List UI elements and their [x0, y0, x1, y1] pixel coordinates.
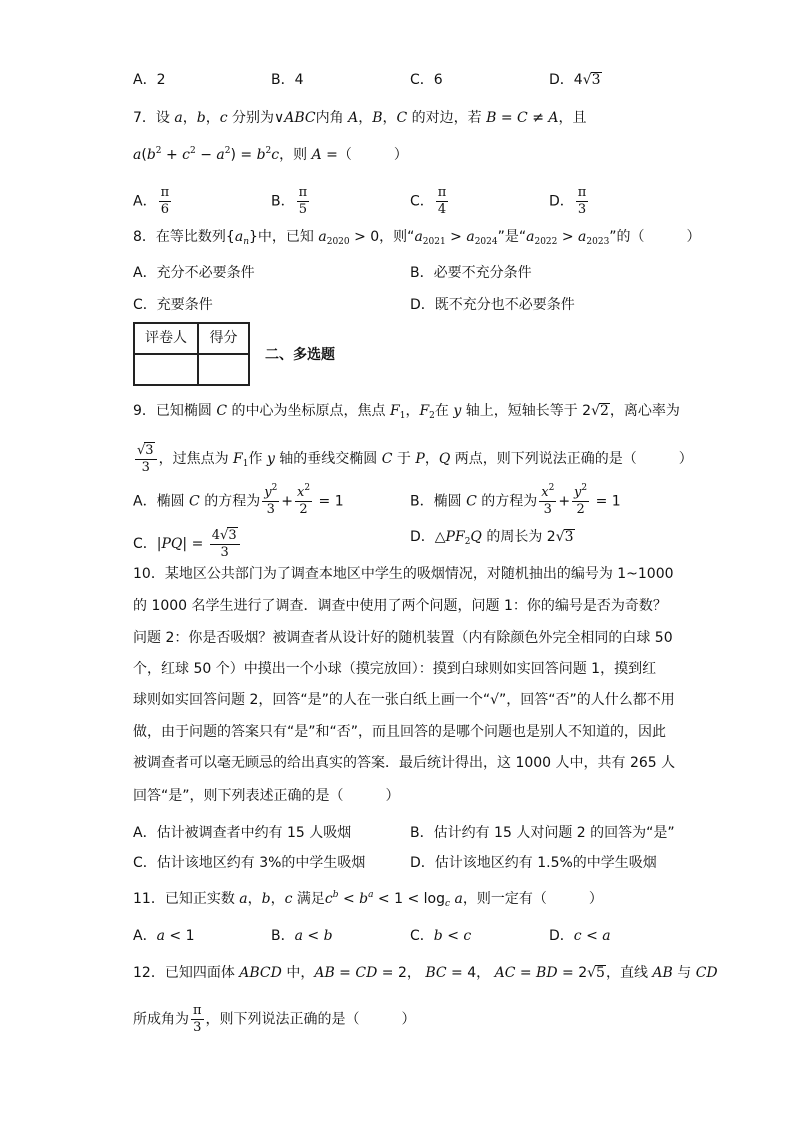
q8-option-a: A．充分不必要条件	[133, 265, 255, 281]
text-run: 12．已知四面体	[133, 965, 240, 981]
fraction-numerator	[295, 485, 312, 502]
superscript: 2	[271, 483, 278, 493]
math-variable: b	[196, 110, 206, 126]
q7-option-c	[410, 185, 450, 218]
text-run: ，则下列说法正确的是（ ）	[205, 1011, 416, 1028]
superscript-variable: b	[332, 890, 339, 900]
math-variable: A	[548, 110, 559, 126]
superscript: 2	[548, 483, 555, 493]
text-run: +	[558, 493, 571, 510]
text-run: π	[160, 185, 170, 200]
radicand: 3	[591, 72, 601, 88]
text-run: C．	[133, 536, 157, 552]
score-table-grader-label: 评卷人	[134, 323, 198, 354]
text-run: 两点，则下列说法正确的是（ ）	[450, 451, 693, 467]
superscript: 2	[190, 146, 196, 156]
text-run: ，直线	[605, 965, 653, 981]
fraction-denominator	[159, 202, 172, 218]
math-variable: a	[466, 229, 475, 245]
text-run: 满足	[292, 891, 325, 907]
subscript: 1	[242, 459, 249, 469]
math-variable: Q	[470, 529, 482, 545]
math-variable: P	[415, 451, 425, 467]
subscript: 2022	[534, 237, 558, 247]
math-variable: a	[133, 147, 142, 163]
text-run: <	[338, 891, 360, 907]
text-run: < 1	[164, 928, 195, 944]
text-run: ，	[270, 891, 285, 907]
q11-option-a	[133, 926, 194, 946]
text-run: 于	[392, 451, 416, 467]
math-variable: c	[182, 147, 191, 163]
radical-sign-icon: √	[582, 72, 592, 88]
math-variable: b	[146, 147, 156, 163]
text-run: =（ ）	[321, 147, 408, 163]
text-run: 所成角为	[133, 1011, 189, 1028]
text-run: ”是“	[497, 229, 527, 245]
text-run: =	[496, 110, 518, 126]
text-run: =	[334, 965, 356, 981]
text-run: 3	[193, 1020, 202, 1035]
text-run: <	[302, 928, 324, 944]
subscript: 2	[464, 537, 471, 547]
q6-option-c	[410, 70, 443, 90]
text-run: ”的（ ）	[609, 229, 701, 245]
text-run: +	[161, 147, 183, 163]
math-variable: AB	[652, 965, 673, 981]
text-run: ，离心率为	[609, 403, 680, 419]
math-variable: b	[256, 147, 266, 163]
math-variable: b	[359, 891, 369, 907]
fraction-denominator	[191, 1020, 204, 1036]
q7-option-b	[271, 185, 311, 218]
radicand: 3	[145, 443, 154, 458]
text-run: π	[193, 1003, 202, 1018]
fraction-denominator	[210, 545, 240, 561]
text-run: 4	[211, 528, 221, 543]
text-run: D．	[549, 193, 574, 210]
text-run: {	[225, 229, 235, 245]
text-run: = 2	[557, 965, 588, 981]
text-run: = 1	[314, 493, 344, 510]
fraction	[436, 185, 449, 218]
text-run: A．椭圆	[133, 493, 190, 510]
q8-stem-line-1	[133, 227, 701, 247]
text-run: ，则	[279, 147, 312, 163]
math-variable: c	[271, 147, 280, 163]
q9-stem-line-2	[133, 442, 693, 475]
q7-stem-line-2	[133, 145, 408, 165]
fraction-denominator	[572, 502, 589, 518]
q10-stem-line-7: 被调查者可以毫无顾忌的给出真实的答案．最后统计得出，这 1000 人中，共有 265 人	[133, 755, 676, 771]
math-variable: a	[156, 928, 165, 944]
math-variable: a	[578, 229, 587, 245]
math-variable: a	[294, 928, 303, 944]
text-run: 的周长为 2	[481, 529, 556, 545]
q10-stem-line-6: 做，由于问题的答案只有“是”和“否”，而且回答的是哪个问题也是别人不知道的，因此	[133, 724, 667, 740]
text-run: ≠	[527, 110, 549, 126]
fraction-denominator	[262, 502, 279, 518]
fraction	[576, 185, 589, 218]
score-table-score-cell	[198, 354, 249, 385]
section-title: 二、多选题	[265, 347, 335, 363]
math-variable: AC	[494, 965, 516, 981]
math-variable: c	[324, 891, 333, 907]
text-run: }	[249, 229, 258, 245]
radical-sign-icon: √	[137, 443, 146, 458]
fraction-numerator	[210, 527, 240, 545]
math-variable: b	[433, 928, 443, 944]
fraction	[210, 527, 240, 561]
fraction	[262, 485, 279, 518]
subscript: 2024	[474, 237, 498, 247]
text-run: 8．在等比数列	[133, 229, 226, 245]
text-run: |	[156, 536, 162, 552]
text-run: 轴上，短轴长等于 2	[461, 403, 592, 419]
q9-option-d	[410, 527, 575, 547]
q8-option-d: D．既不充分也不必要条件	[410, 297, 575, 313]
math-variable: x	[541, 485, 549, 500]
q10-stem-line-3: 问题 2：你是否吸烟？被调查者从设计好的随机装置（内有除颜色外完全相同的白球 50	[133, 630, 673, 646]
text-run: π	[437, 185, 447, 200]
radical-sign-icon: √	[587, 965, 597, 981]
q11-option-d	[549, 926, 611, 946]
text-run: >	[557, 229, 579, 245]
math-variable: b	[323, 928, 333, 944]
fraction-numerator	[576, 185, 589, 202]
math-variable: a	[216, 147, 225, 163]
text-run: 2	[576, 502, 585, 517]
text-run: |	[182, 536, 188, 552]
text-run: ，	[382, 110, 397, 126]
math-variable: y	[266, 451, 275, 467]
q10-option-c: C．估计该地区约有 3%的中学生吸烟	[133, 855, 366, 871]
text-run: ，	[358, 110, 373, 126]
fraction-numerator	[135, 442, 157, 460]
q9-option-b	[410, 485, 621, 518]
q10-option-a: A．估计被调查者中约有 15 人吸烟	[133, 825, 352, 841]
math-variable: a	[602, 928, 611, 944]
text-run: ，且	[558, 110, 587, 126]
radicand: 3	[228, 528, 237, 543]
q7-option-d	[549, 185, 590, 218]
square-root	[591, 401, 610, 421]
q10-option-d: D．估计该地区约有 1.5%的中学生吸烟	[410, 855, 657, 871]
text-run: π	[298, 185, 308, 200]
score-table-value-row	[134, 354, 249, 385]
radicand: 5	[596, 965, 605, 981]
math-variable: C	[517, 110, 528, 126]
text-run: < 1 < log	[373, 891, 445, 907]
q11-option-c	[410, 926, 471, 946]
text-run: A．	[133, 193, 157, 210]
fraction	[135, 442, 157, 476]
text-run: 内角	[315, 110, 349, 126]
score-table-header-row	[134, 323, 249, 354]
math-variable: a	[414, 229, 423, 245]
text-run: 3	[220, 545, 229, 560]
math-variable: a	[174, 110, 183, 126]
q10-stem-line-8: 回答“是”，则下列表述正确的是（ ）	[133, 788, 400, 804]
subscript: 1	[399, 411, 406, 421]
superscript: 2	[581, 483, 588, 493]
fraction-denominator	[576, 202, 589, 218]
subscript: 2	[429, 411, 435, 421]
text-run: 3	[266, 502, 275, 517]
score-table	[133, 322, 250, 386]
text-run: <	[442, 928, 464, 944]
fraction-numerator	[262, 485, 279, 502]
text-run: 6	[160, 202, 169, 217]
math-variable: Q	[438, 451, 451, 467]
text-run: 4	[437, 202, 447, 217]
math-variable: a	[454, 891, 463, 907]
text-run: ，	[182, 110, 197, 126]
superscript: 2	[155, 146, 162, 156]
square-root	[587, 963, 606, 983]
subscript: 2020	[326, 237, 350, 247]
text-run: 与	[672, 965, 696, 981]
q10-stem-line-4: 个，红球 50 个）中摸出一个小球（摸完放回）：摸到白球则如实回答问题 1，摸到红	[133, 661, 657, 677]
text-run: <	[581, 928, 603, 944]
text-run: C．	[410, 193, 434, 210]
q8-option-b: B．必要不充分条件	[410, 265, 532, 281]
text-run: ，	[405, 403, 420, 419]
q10-option-b: B．估计约有 15 人对问题 2 的回答为“是”	[410, 825, 675, 841]
text-run: 7．设	[133, 110, 175, 126]
q8-option-c: C．充要条件	[133, 297, 213, 313]
math-variable: C	[396, 110, 408, 126]
text-run: ，	[424, 451, 439, 467]
text-run: 11．已知正实数	[133, 891, 240, 907]
text-run: 的中心为坐标原点，焦点	[227, 403, 390, 419]
q10-stem-line-5: 球则如实回答问题 2，回答“是”的人在一张白纸上画一个“√”，回答“否”的人什么都不用	[133, 692, 675, 708]
text-run: ，则一定有（ ）	[462, 891, 603, 907]
math-variable: c	[284, 891, 293, 907]
text-run: C．	[410, 72, 434, 88]
fraction-numerator	[436, 185, 449, 202]
q6-option-a	[133, 70, 166, 90]
math-variable: b	[261, 891, 271, 907]
fraction	[191, 1003, 204, 1036]
fraction-denominator	[539, 502, 556, 518]
q9-option-c	[133, 527, 242, 561]
text-run: 中，	[281, 965, 315, 981]
text-run: A．	[133, 72, 157, 88]
text-run: −	[195, 147, 217, 163]
superscript-variable: a	[368, 890, 374, 900]
q9-stem-line-1	[133, 401, 680, 421]
fraction-denominator	[135, 460, 157, 476]
fraction-denominator	[295, 502, 312, 518]
text-run: 3	[543, 502, 552, 517]
text-run: =	[187, 536, 208, 552]
text-run: B．椭圆	[410, 493, 467, 510]
text-run: > 0，则“	[349, 229, 415, 245]
math-variable: B	[486, 110, 497, 126]
text-run: 分别为	[227, 110, 274, 126]
text-run: = 1	[591, 493, 621, 510]
text-run: +	[281, 493, 294, 510]
math-variable: F	[233, 451, 243, 467]
math-variable: A	[311, 147, 322, 163]
superscript: 2	[265, 146, 272, 156]
math-variable: C	[466, 493, 477, 510]
math-variable: BD	[536, 965, 558, 981]
math-variable: C	[216, 403, 228, 419]
q7-option-a	[133, 185, 173, 218]
subscript: 2021	[422, 237, 446, 247]
fraction	[539, 485, 556, 518]
text-run: 9．已知椭圆	[133, 403, 217, 419]
text-run: π	[577, 185, 587, 200]
math-variable: B	[372, 110, 383, 126]
text-run: = 2，	[377, 965, 426, 981]
fraction-numerator	[297, 185, 310, 202]
text-run: (	[141, 147, 147, 163]
q12-stem-line-1	[133, 963, 718, 983]
square-root	[556, 527, 575, 547]
fraction-denominator	[297, 202, 310, 218]
math-variable: PQ	[161, 536, 183, 552]
math-variable: y	[574, 485, 582, 500]
text-run: D．	[549, 928, 574, 944]
text-run: 的方程为	[476, 493, 538, 510]
text-run: 3	[141, 460, 150, 475]
q11-stem-line-1	[133, 889, 603, 909]
radical-sign-icon: √	[220, 528, 229, 543]
q6-option-b	[271, 70, 304, 90]
math-variable: c	[463, 928, 472, 944]
text-run: 在	[434, 403, 454, 419]
text-run: C．	[410, 928, 434, 944]
text-run: 4	[573, 72, 583, 88]
square-root	[220, 527, 238, 544]
subscript-variable: n	[243, 237, 249, 247]
text-run: D．△	[410, 529, 446, 545]
math-variable: y	[453, 403, 462, 419]
math-variable: c	[219, 110, 228, 126]
fraction-numerator	[191, 1003, 204, 1020]
text-run: 作	[248, 451, 267, 467]
fraction-denominator	[436, 202, 449, 218]
math-variable: BC	[425, 965, 447, 981]
text-run: B．	[271, 193, 295, 210]
superscript: 2	[224, 146, 231, 156]
radicand: 3	[564, 529, 574, 545]
math-variable: C	[189, 493, 200, 510]
math-variable: a	[526, 229, 535, 245]
q7-stem-line-1	[133, 108, 587, 128]
q10-stem-line-1: 10．某地区公共部门为了调查本地区中学生的吸烟情况，对随机抽出的编号为 1~1000	[133, 566, 674, 582]
subscript-variable: c	[445, 899, 451, 909]
fraction-numerator	[159, 185, 172, 202]
text-run: ∨	[273, 110, 285, 126]
text-run: 5	[298, 202, 308, 217]
math-variable: PF	[445, 529, 465, 545]
fraction	[572, 485, 589, 518]
math-variable: CD	[355, 965, 378, 981]
math-variable: ABCD	[239, 965, 282, 981]
text-run: 的对边，若	[407, 110, 487, 126]
q12-stem-line-2	[133, 1003, 416, 1035]
text-run: B．	[271, 72, 295, 88]
math-variable: a	[318, 229, 327, 245]
text-run: 2	[299, 502, 308, 517]
math-variable: C	[381, 451, 393, 467]
math-variable: y	[264, 485, 272, 500]
fraction	[159, 185, 172, 218]
text-run: ，过焦点为	[158, 451, 234, 467]
radical-sign-icon: √	[591, 403, 600, 419]
text-run: 的方程为	[199, 493, 261, 510]
math-variable: a	[234, 229, 244, 245]
math-variable: F	[389, 403, 400, 419]
math-variable: ABC	[284, 110, 316, 126]
math-variable: c	[573, 928, 582, 944]
fraction	[297, 185, 310, 218]
math-variable: a	[239, 891, 248, 907]
radicand: 2	[600, 403, 609, 419]
math-variable: A	[348, 110, 359, 126]
radical-sign-icon: √	[555, 529, 565, 545]
text-run: = 4，	[446, 965, 495, 981]
text-run: A．	[133, 928, 157, 944]
math-variable: AB	[314, 965, 335, 981]
math-variable: CD	[695, 965, 718, 981]
q10-stem-line-2: 的 1000 名学生进行了调查．调查中使用了两个问题，问题 1：你的编号是否为奇数？	[133, 598, 667, 614]
text-run: ，	[247, 891, 262, 907]
text-run: 4	[294, 72, 304, 88]
text-run: 轴的垂线交椭圆	[274, 451, 382, 467]
q11-option-b	[271, 926, 333, 946]
text-run: =	[515, 965, 537, 981]
square-root	[583, 70, 602, 90]
text-run: 6	[433, 72, 443, 88]
text-run: >	[445, 229, 467, 245]
fraction-numerator	[539, 485, 556, 502]
text-run: ，	[205, 110, 220, 126]
text-run: D．	[549, 72, 574, 88]
text-run: ) =	[230, 147, 257, 163]
q6-option-d	[549, 70, 602, 90]
text-run: 2	[156, 72, 166, 88]
math-variable: x	[297, 485, 305, 500]
subscript: 2023	[586, 237, 610, 247]
text-run: 3	[577, 202, 587, 217]
text-run: 中，已知	[257, 229, 319, 245]
math-variable: F	[419, 403, 430, 419]
score-table-grader-cell	[134, 354, 198, 385]
superscript: 2	[304, 483, 311, 493]
square-root	[137, 442, 155, 459]
q9-option-a	[133, 485, 344, 518]
fraction	[295, 485, 312, 518]
score-table-score-label: 得分	[198, 323, 249, 354]
fraction-numerator	[572, 485, 589, 502]
text-run: B．	[271, 928, 295, 944]
